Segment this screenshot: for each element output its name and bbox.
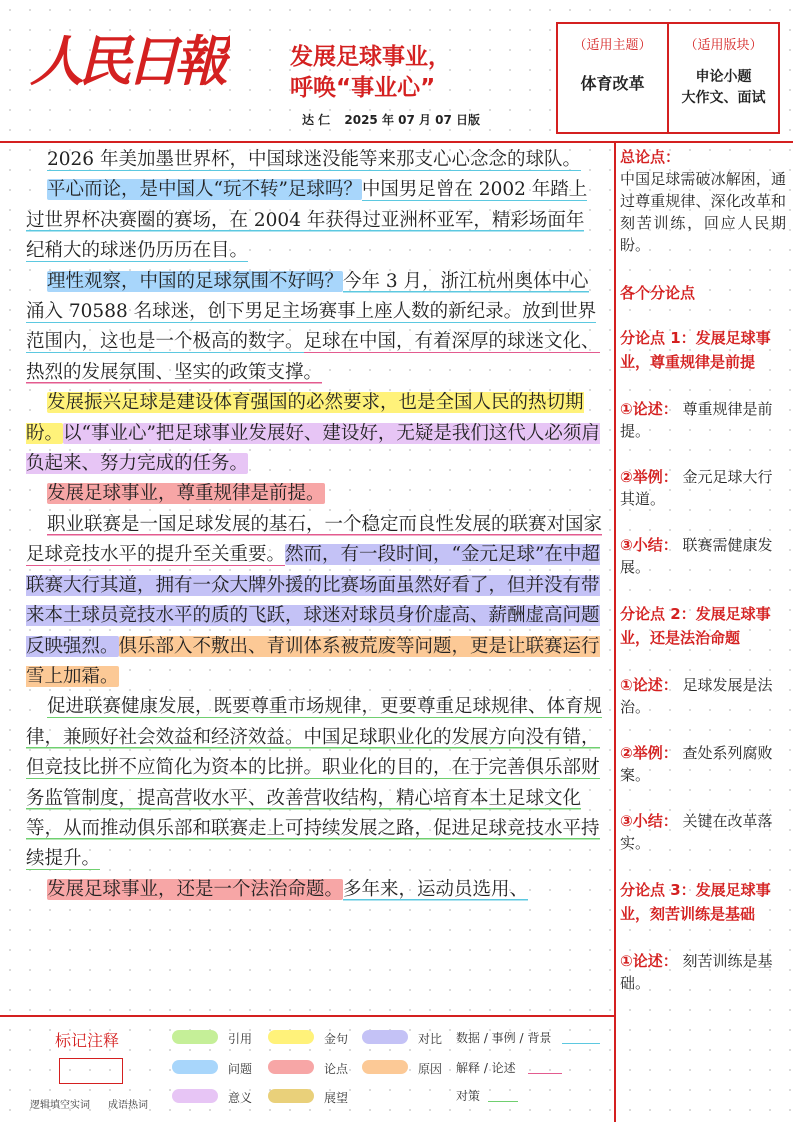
underline-meas: 促进联赛健康发展，既要尊重市场规律，更要尊重足球规律、体育规律，兼顾好社会效益和经济效益。中国足球职业化的发展方向没有错，但竞技比拼不应简化为资本的比拼。: [26, 696, 603, 779]
item-label: ②举例：: [620, 468, 678, 486]
legend-label-golden: 金句: [324, 1032, 349, 1046]
sub-arguments-list: [620, 326, 786, 994]
article-paragraph: [26, 692, 602, 874]
legend-underline-expl: [528, 1073, 562, 1074]
column-divider: [614, 141, 616, 1122]
item-text: 联赛需健康发展。: [620, 536, 773, 576]
legend-label-reason: 原因: [418, 1062, 443, 1076]
section-value-line-2: 大作文、面试: [681, 90, 766, 106]
legend-label-quote: 引用: [228, 1032, 253, 1046]
section-value: [669, 67, 778, 109]
underline-meas: 职业化的目的，在于完善俱乐部财务监管制度，提高营收水平、改善营收结构，精心培育本土足球文化等，从而推动俱乐部和联赛走上可持续发展之路，促进足球竞技水平持续提升。: [26, 757, 600, 870]
underline-data: 今年 3 月，浙江杭州奥体中心涌入 70588 名球迷，创下男足主场赛事上座人数的新纪录。放到世界范围内，这也是一个极高的数字。: [26, 270, 597, 353]
item-text: 关键在改革落实。: [620, 812, 773, 852]
legend-label-data: 数据 / 事例 / 背景: [456, 1031, 552, 1045]
item-label: ③小结：: [620, 812, 678, 830]
legend-swatch-contrast: [362, 1030, 408, 1044]
legend-word-box: [59, 1058, 123, 1084]
sub-argument-item: [620, 950, 786, 994]
publish-date: 2025 年 07 月 07 日版: [344, 113, 481, 127]
sub-argument-item: [620, 742, 786, 786]
sub-arguments-title: 各个分论点: [620, 284, 696, 302]
sub-argument-item: [620, 398, 786, 442]
highlight-golden: 发展振兴足球是建设体育强国的必然要求，也是全国人民的热切期盼。: [26, 392, 584, 444]
legend-label-contrast: 对比: [418, 1032, 443, 1046]
sub-argument-block: [620, 326, 786, 578]
highlight-reason: 俱乐部入不敷出、青训体系被荒废等问题，更是让联赛运行雪上加霜。: [26, 635, 600, 687]
topic-value: 体育改革: [580, 74, 645, 93]
sub-argument-title: 分论点 1：发展足球事业，尊重规律是前提: [620, 329, 771, 371]
article-paragraph: [26, 175, 602, 266]
legend-swatch-meaning: [172, 1089, 218, 1103]
item-text: 尊重规律是前提。: [620, 400, 773, 440]
sub-argument-block: [620, 602, 786, 854]
highlight-question: 理性观察，中国的足球氛围不好吗？: [47, 270, 344, 292]
legend-box-note-1: 逻辑填空实词: [30, 1100, 90, 1111]
section-column: [667, 24, 778, 132]
legend-underline-data: [562, 1043, 600, 1044]
legend-swatch-reason: [362, 1060, 408, 1074]
underline-data: 2026 年美加墨世界杯，中国球迷没能等来那支心心念念的球队。: [47, 149, 581, 170]
section-value-line-1: 申论小题: [695, 69, 752, 85]
legend-divider: [0, 1015, 614, 1017]
highlight-point: 发展足球事业，尊重规律是前提。: [47, 483, 325, 505]
legend-swatch-question: [172, 1060, 218, 1074]
article-paragraph: [26, 267, 602, 389]
item-label: ①论述：: [620, 400, 678, 418]
sub-argument-item: [620, 466, 786, 510]
main-argument-title: 总论点：: [620, 148, 681, 166]
newspaper-logo: [30, 18, 230, 98]
item-text: 刻苦训练是基础。: [620, 952, 773, 992]
item-text: 查处系列腐败案。: [620, 744, 773, 784]
article-paragraph: [26, 145, 602, 175]
legend-title: 标记注释: [55, 1031, 120, 1050]
svg-text:人民日報: 人民日報: [30, 29, 222, 93]
byline: [302, 111, 490, 128]
article-headline: [290, 42, 451, 104]
article-paragraph: [26, 510, 602, 692]
article-paragraph: [26, 479, 602, 509]
highlight-meaning: 以“事业心”把足球事业发展好、建设好，无疑是我们这代人必须肩负起来、努力完成的任务。: [26, 422, 600, 475]
underline-data: 中国男足曾在 2002 年踏上过世界杯决赛圈的赛场，在 2004 年获得过亚洲杯亚军，精彩场面年纪稍大的球迷仍历历在目。: [26, 179, 588, 262]
sub-argument-item: [620, 810, 786, 854]
item-label: ②举例：: [620, 744, 678, 762]
header-divider: [0, 141, 793, 143]
topic-box: [556, 22, 780, 134]
legend-label-expl: 解释 / 论述: [456, 1061, 516, 1075]
underline-data: 多年来，运动员选用、: [343, 878, 529, 900]
legend-swatch-quote: [172, 1030, 218, 1044]
highlight-point: 发展足球事业，还是一个法治命题。: [47, 878, 344, 900]
article-body: [26, 145, 602, 905]
legend-label-outlook: 展望: [324, 1091, 349, 1105]
section-header: （适用版块）: [684, 38, 763, 53]
legend: [0, 1020, 610, 1120]
topic-header: （适用主题）: [573, 38, 652, 53]
legend-label-meas: 对策: [456, 1089, 481, 1103]
sub-argument-item: [620, 674, 786, 718]
headline-line-1: 发展足球事业，: [290, 44, 451, 70]
author: 达 仁: [302, 113, 331, 127]
item-label: ③小结：: [620, 536, 678, 554]
legend-label-question: 问题: [228, 1062, 253, 1076]
item-label: ①论述：: [620, 676, 678, 694]
sub-argument-title: 分论点 3：发展足球事业，刻苦训练是基础: [620, 881, 771, 923]
item-text: 金元足球大行其道。: [620, 468, 773, 508]
argument-sidebar: [620, 146, 786, 994]
highlight-contrast: 然而，有一段时间，“金元足球”在中超联赛大行其道，拥有一众大牌外援的比赛场面虽然好看了，但并没有带来本土球员竞技水平的质的飞跃，球迷对球员身价虚高、薪酬虚高问题反映强烈。: [26, 544, 600, 657]
highlight-question: 平心而论，是中国人“玩不转”足球吗？: [47, 179, 362, 201]
legend-swatch-outlook: [268, 1089, 314, 1103]
underline-expl: 足球在中国，有着深厚的球迷文化、热烈的发展氛围、坚实的政策支撑。: [26, 331, 600, 383]
legend-label-point: 论点: [324, 1062, 349, 1076]
legend-swatch-golden: [268, 1030, 314, 1044]
legend-box-note-2: 成语热词: [108, 1100, 148, 1111]
sub-argument-title: 分论点 2：发展足球事业，还是法治命题: [620, 605, 771, 647]
article-paragraph: [26, 388, 602, 479]
sub-argument-item: [620, 534, 786, 578]
sub-argument-block: [620, 878, 786, 994]
item-text: 足球发展是法治。: [620, 676, 773, 716]
legend-underline-meas: [488, 1101, 518, 1102]
article-paragraph: [26, 875, 602, 905]
legend-label-meaning: 意义: [228, 1091, 253, 1105]
topic-column: [558, 24, 667, 132]
legend-swatch-point: [268, 1060, 314, 1074]
underline-expl: 职业联赛是一国足球发展的基石，一个稳定而良性发展的联赛对国家足球竞技水平的提升至关重要。: [26, 513, 603, 566]
item-label: ①论述：: [620, 952, 678, 970]
headline-line-2: 呼唤“事业心”: [290, 75, 436, 101]
main-argument-body: 中国足球需破冰解困，通过尊重规律、深化改革和刻苦训练，回应人民期盼。: [620, 170, 786, 254]
